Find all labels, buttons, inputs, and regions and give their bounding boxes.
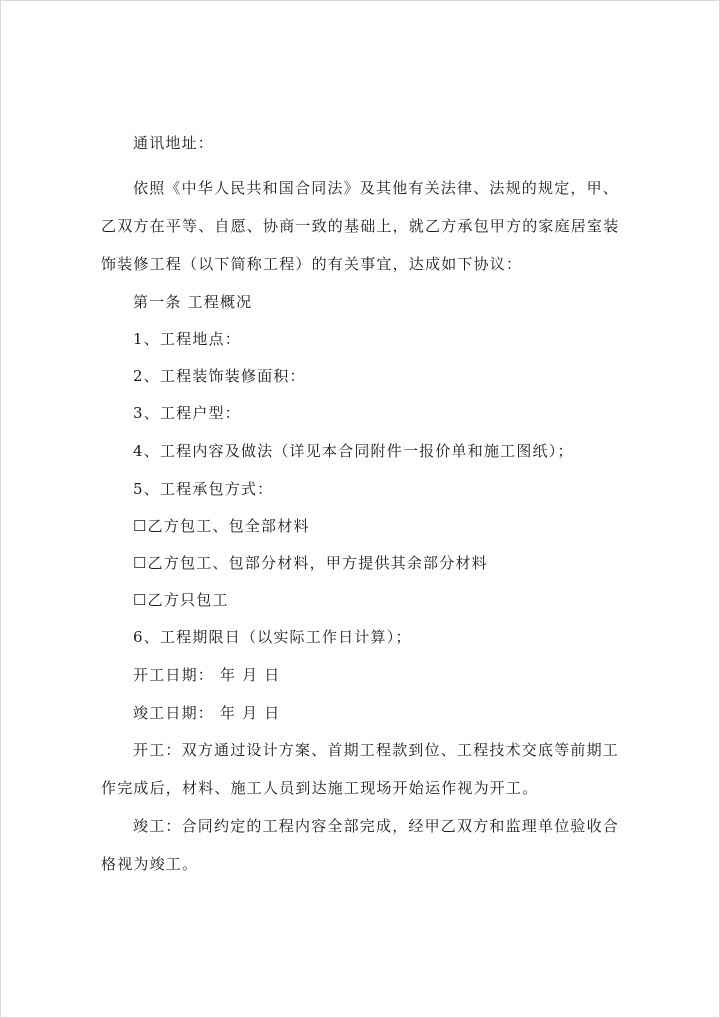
completion-date-line: 竣工日期： 年 月 日 bbox=[133, 704, 281, 722]
completion-definition-line-2: 格视为竣工。 bbox=[101, 855, 199, 873]
item-content: 4、工程内容及做法（详见本合同附件一报价单和施工图纸）； bbox=[133, 442, 574, 460]
start-definition-line-2: 作完成后，材料、施工人员到达施工现场开始运作视为开工。 bbox=[101, 779, 539, 797]
article-heading: 第一条 工程概况 bbox=[133, 293, 253, 311]
address-line: 通讯地址： bbox=[133, 134, 215, 152]
preamble-line-1: 依照《中华人民共和国合同法》及其他有关法律、法规的规定，甲、 bbox=[133, 179, 620, 197]
start-date-line: 开工日期： 年 月 日 bbox=[133, 666, 281, 684]
option-full-materials: ☐乙方包工、包全部材料 bbox=[133, 517, 310, 535]
start-definition-line-1: 开工：双方通过设计方案、首期工程款到位、工程技术交底等前期工 bbox=[133, 741, 620, 759]
item-area: 2、工程装饰装修面积： bbox=[133, 367, 306, 385]
item-layout: 3、工程户型： bbox=[133, 404, 241, 422]
preamble-line-2: 乙双方在平等、自愿、协商一致的基础上，就乙方承包甲方的家庭居室装 bbox=[101, 217, 620, 235]
completion-definition-line-1: 竣工：合同约定的工程内容全部完成，经甲乙双方和监理单位验收合 bbox=[133, 817, 620, 835]
preamble-line-3: 饰装修工程（以下简称工程）的有关事宜，达成如下协议： bbox=[101, 255, 523, 273]
option-labor-only: ☐乙方只包工 bbox=[133, 591, 229, 609]
item-location: 1、工程地点： bbox=[133, 330, 241, 348]
item-contract-mode: 5、工程承包方式： bbox=[133, 480, 274, 498]
option-partial-materials: ☐乙方包工、包部分材料，甲方提供其余部分材料 bbox=[133, 554, 488, 572]
item-duration: 6、工程期限日（以实际工作日计算）； bbox=[133, 628, 412, 646]
